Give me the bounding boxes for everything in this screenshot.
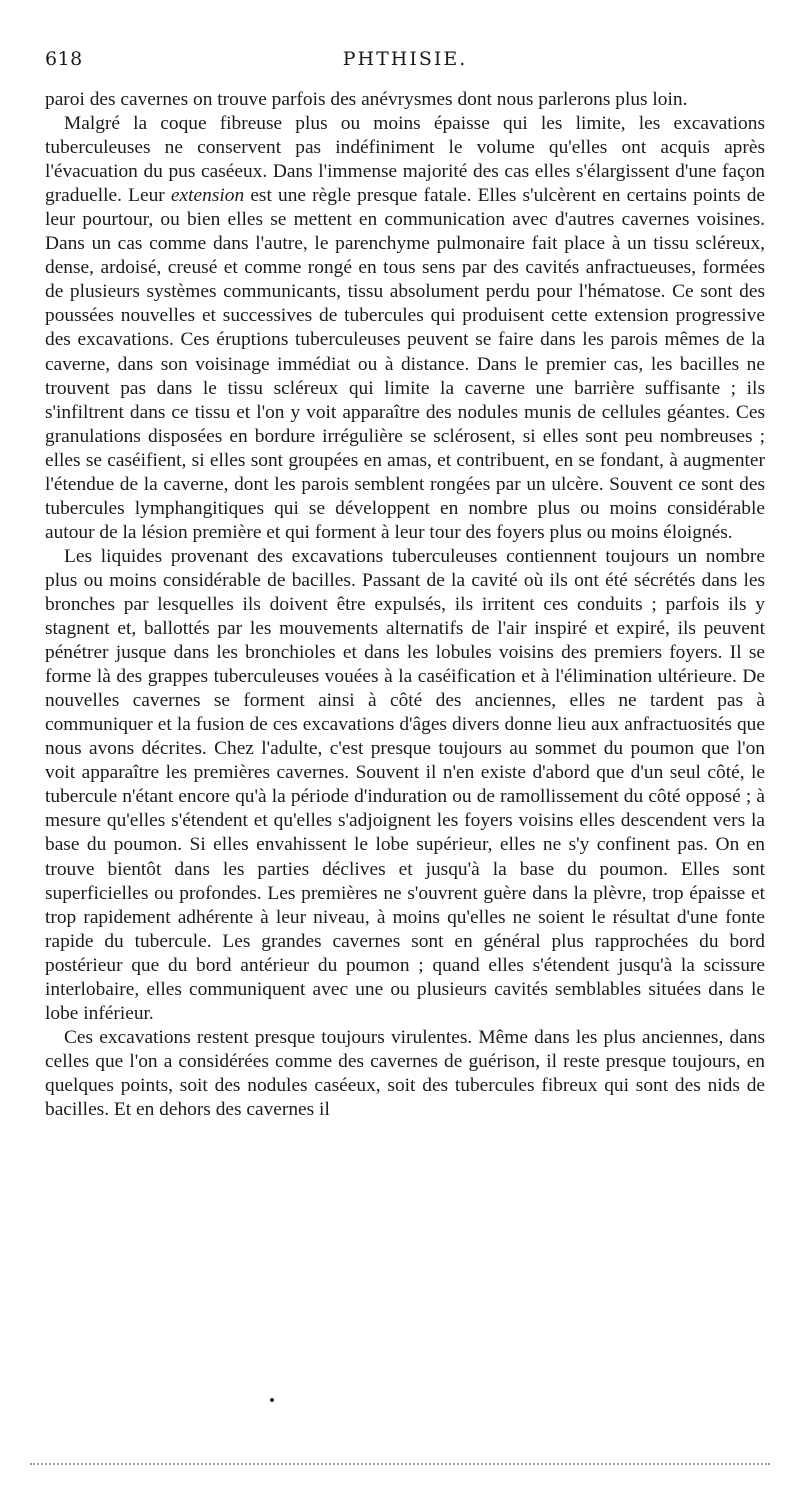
footer-rule	[30, 1463, 770, 1465]
paragraph-text: paroi des cavernes on trouve parfois des anévrysmes dont nous parlerons plus loin.	[45, 89, 688, 110]
paragraph-text: Malgré la coque fibreuse plus ou moins épaisse qui les limite, les excavations tuberculeuses ne conservent pas indéfiniment le volume qu'elles ont acquis après l'évacuation du pus caséeux. Dans l'immense majorité des cas elles s'élargissent d'une façon graduelle. Leur	[45, 113, 765, 207]
paragraph-text: est une règle presque fatale. Elles s'ulcèrent en certains points de leur pourtour, ou bien elles se mettent en communication avec d'autres cavernes voisines. Dans un cas comme dans l'autre, le parenchyme pulmonaire fait place à un tissu scléreux, dense, ardoisé, creusé et comme rongé en tous sens par des cavités anfractueuses, formées de plusieurs systèmes communicants, tissu absolument perdu pour l'hématose. Ce sont des poussées nouvelles et successives de tubercules qui produisent cette extension progressive des excavations. Ces éruptions tuberculeuses peuvent se faire dans les parois mêmes de la caverne, dans son voisinage immédiat ou à distance. Dans le premier cas, les bacilles ne trouvent pas dans le tissu scléreux qui limite la caverne une barrière suffisante ; ils s'infiltrent dans ce tissu et l'on y voit apparaître des nodules munis de cellules géantes. Ces granulations disposées en bordure irrégulière se sclérosent, si elles sont peu nombreuses ; elles se caséifient, si elles sont groupées en amas, et contribuent, en se fondant, à augmenter l'étendue de la caverne, dont les parois semblent rongées par un ulcère. Souvent ce sont des tubercules lymphangitiques qui se développent en nombre plus ou moins considérable autour de la lésion première et qui forment à leur tour des foyers plus ou moins éloignés.	[45, 185, 765, 543]
page-number: 618	[45, 48, 83, 70]
italic-term: extension	[170, 185, 245, 207]
page-header	[45, 48, 765, 82]
paragraph	[45, 112, 765, 545]
ink-dot	[270, 1398, 274, 1402]
paragraph	[45, 1026, 765, 1122]
running-title: PHTHISIE.	[342, 48, 468, 70]
paragraph-text: Ces excavations restent presque toujours virulentes. Même dans les plus anciennes, dans celles que l'on a considérées comme des cavernes de guérison, il reste presque toujours, en quelques points, soit des nodules caséeux, soit des tubercules fibreux qui sont des nids de bacilles. Et en dehors des cavernes il	[45, 1026, 765, 1120]
paragraph	[45, 88, 765, 112]
paragraph	[45, 545, 765, 1026]
body-text	[45, 88, 765, 1122]
paragraph-text: Les liquides provenant des excavations tuberculeuses contiennent toujours un nombre plus ou moins considérable de bacilles. Passant de la cavité où ils ont été sécrétés dans les bronches par lesquelles ils doivent être expulsés, ils irritent ces conduits ; parfois ils y stagnent et, ballottés par les mouvements alternatifs de l'air inspiré et expiré, ils peuvent pénétrer jusque dans les bronchioles et dans les lobules voisins des premiers foyers. Il se forme là des grappes tuberculeuses vouées à la caséification et à l'élimination ultérieure. De nouvelles cavernes se forment ainsi à côté des anciennes, elles ne tardent pas à communiquer et la fusion de ces excavations d'âges divers donne lieu aux anfractuosités que nous avons décrites. Chez l'adulte, c'est presque toujours au sommet du poumon que l'on voit apparaître les premières cavernes. Souvent il n'en existe d'abord que d'un seul côté, le tubercule n'étant encore qu'à la période d'induration ou de ramollissement du côté opposé ; à mesure qu'elles s'étendent et qu'elles s'adjoignent les foyers voisins elles descendent vers la base du poumon. Si elles envahissent le lobe supérieur, elles ne s'y confinent pas. On en trouve bientôt dans les parties déclives et jusqu'à la base du poumon. Elles sont superficielles ou profondes. Les premières ne s'ouvrent guère dans la plèvre, trop épaisse et trop rapidement adhérente à leur niveau, à moins qu'elles ne soient le résultat d'une fonte rapide du tubercule. Les grandes cavernes sont en général plus rapprochées du bord postérieur que du bord antérieur du poumon ; quand elles s'étendent jusqu'à la scissure interlobaire, elles communiquent avec une ou plusieurs cavités semblables situées dans le lobe inférieur.	[45, 545, 765, 1024]
